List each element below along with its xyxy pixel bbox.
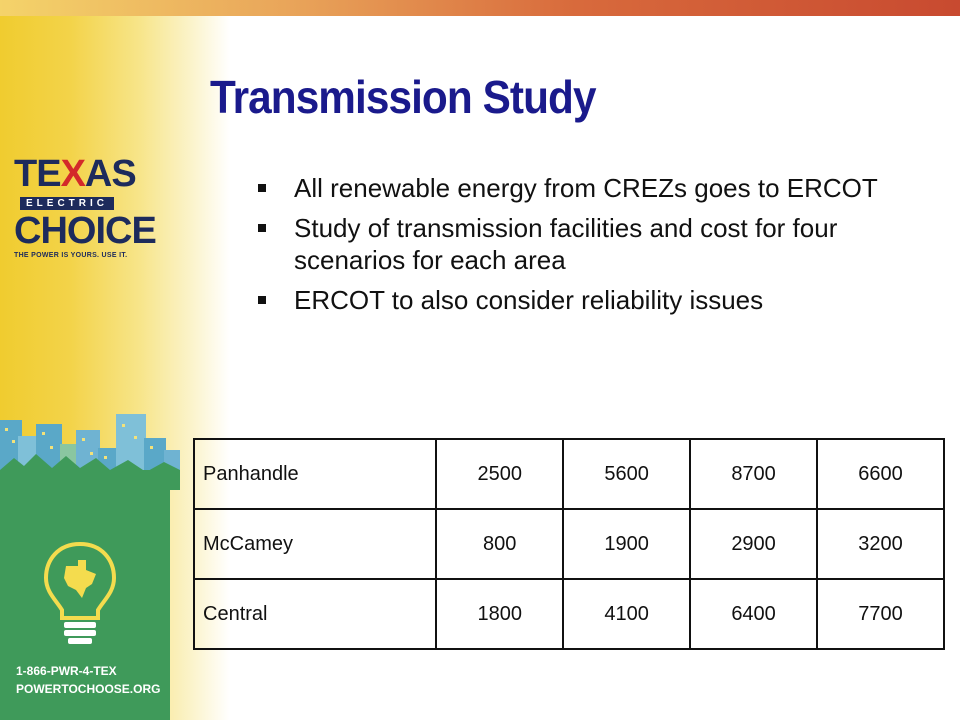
- lightbulb-texas-icon: [40, 540, 120, 650]
- bullet-item: [258, 212, 898, 276]
- table-cell: 1800: [436, 579, 563, 649]
- table-cell: Panhandle: [194, 439, 436, 509]
- phone-number: 1-866-PWR-4-TEX: [16, 664, 117, 678]
- bullet-item: [258, 284, 898, 316]
- table-cell: McCamey: [194, 509, 436, 579]
- table-cell: 5600: [563, 439, 690, 509]
- table-row: [194, 439, 944, 509]
- website: POWERTOCHOOSE.ORG: [16, 682, 161, 696]
- page-title: Transmission Study: [210, 71, 596, 123]
- top-accent-bar: [0, 0, 960, 16]
- bullet-text: All renewable energy from CREZs goes to ERCOT: [294, 173, 878, 203]
- table-row: [194, 579, 944, 649]
- table-row: [194, 509, 944, 579]
- logo-te: TE: [14, 153, 61, 195]
- table-cell: 2500: [436, 439, 563, 509]
- table-cell: 7700: [817, 579, 944, 649]
- table-cell: 6400: [690, 579, 817, 649]
- bullet-text: Study of transmission facilities and cost for four scenarios for each area: [294, 213, 838, 275]
- logo-as: AS: [84, 153, 136, 195]
- bullet-marker-icon: [258, 224, 266, 232]
- bullet-marker-icon: [258, 184, 266, 192]
- table-cell: 4100: [563, 579, 690, 649]
- contact-info: [16, 662, 166, 698]
- bullet-text: ERCOT to also consider reliability issues: [294, 285, 764, 315]
- texas-electric-choice-logo: [14, 155, 164, 265]
- logo-x: X: [60, 153, 85, 195]
- table-cell: Central: [194, 579, 436, 649]
- table-cell: 1900: [563, 509, 690, 579]
- table-cell: 3200: [817, 509, 944, 579]
- table-cell: 2900: [690, 509, 817, 579]
- table-cell: 800: [436, 509, 563, 579]
- logo-electric: ELECTRIC: [20, 197, 114, 210]
- bullet-list: [258, 172, 898, 324]
- bullet-marker-icon: [258, 296, 266, 304]
- logo-tagline: THE POWER IS YOURS. USE IT.: [14, 252, 128, 259]
- logo-texas: [14, 155, 164, 193]
- bullet-item: [258, 172, 898, 204]
- logo-choice: CHOICE: [14, 210, 156, 252]
- table-cell: 6600: [817, 439, 944, 509]
- transmission-table: [193, 438, 945, 650]
- table-cell: 8700: [690, 439, 817, 509]
